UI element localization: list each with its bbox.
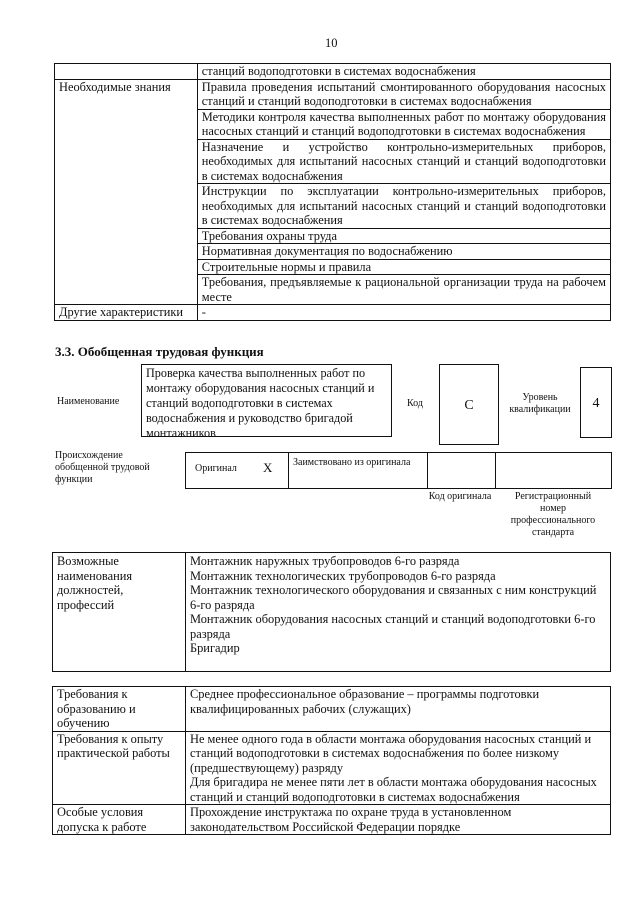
special-label: Особые условия допуска к работе xyxy=(53,805,186,835)
origin-row xyxy=(185,452,612,489)
code-box: C xyxy=(439,364,499,445)
origin-label: Происхождение обобщенной трудовой функции xyxy=(55,450,150,485)
function-name-box: Проверка качества выполненных работ по монтажу оборудования насосных станций и станций водоподготовки в системах водоснабжения и руководство бригадой монтажников xyxy=(141,364,392,437)
positions-list xyxy=(186,553,611,672)
section-title: 3.3. Обобщенная трудовая функция xyxy=(55,344,264,359)
continuation-cell: станций водоподготовки в системах водоснабжения xyxy=(197,64,610,80)
positions-table xyxy=(52,552,611,672)
original-mark: X xyxy=(263,460,273,475)
requirements-table xyxy=(52,686,611,835)
knowledge-item: Строительные нормы и правила xyxy=(197,259,610,275)
other-value: - xyxy=(197,305,610,321)
original-label: Оригинал xyxy=(195,463,237,474)
education-label: Требования к образованию и обучению xyxy=(53,687,186,732)
knowledge-item: Правила проведения испытаний смонтированного оборудования насосных станций и станций водоподготовки в системах водоснабжения xyxy=(197,79,610,109)
other-label: Другие характеристики xyxy=(55,305,198,321)
position-item: Монтажник наружных трубопроводов 6-го разряда xyxy=(190,554,460,568)
reg-number-caption: Регистрационный номер профессионального стандарта xyxy=(510,491,596,538)
knowledge-table xyxy=(54,63,611,321)
code-original-caption: Код оригинала xyxy=(428,491,492,502)
code-label: Код xyxy=(407,398,423,409)
knowledge-item: Требования охраны труда xyxy=(197,228,610,244)
knowledge-item: Методики контроля качества выполненных работ по монтажу оборудования насосных станций и станций водоподготовки в системах водоснабжения xyxy=(197,109,610,139)
education-value: Среднее профессиональное образование – программы подготовки квалифицированных рабочих (служащих) xyxy=(186,687,611,732)
positions-label: Возможные наименования должностей, профессий xyxy=(53,553,186,672)
experience-label: Требования к опыту практической работы xyxy=(53,731,186,805)
knowledge-item: Инструкции по эксплуатации контрольно-измерительных приборов, необходимых для испытаний насосных станций и станций водоподготовки в системах водоснабжения xyxy=(197,184,610,229)
experience-value: Не менее одного года в области монтажа оборудования насосных станций и станций водоподготовки в системах водоснабжения по более низкому (предшествующему) разряду Для бригадира не менее пяти лет в области монтажа оборудования насосных станций и станций водоподготовки в системах водоснабжения xyxy=(186,731,611,805)
level-box: 4 xyxy=(580,367,612,438)
position-item: Монтажник оборудования насосных станций и станций водоподготовки 6-го разряда xyxy=(190,612,596,641)
special-value: Прохождение инструктажа по охране труда в установленном законодательством Российской Федерации порядке xyxy=(186,805,611,835)
knowledge-item: Назначение и устройство контрольно-измерительных приборов, необходимых для испытаний насосных станций и станций водоподготовки в системах водоснабжения xyxy=(197,139,610,184)
knowledge-item: Нормативная документация по водоснабжению xyxy=(197,244,610,260)
position-item: Бригадир xyxy=(190,641,240,655)
borrowed-label: Заимствовано из оригинала xyxy=(293,457,411,468)
page-number: 10 xyxy=(325,36,338,50)
knowledge-label: Необходимые знания xyxy=(55,79,198,305)
position-item: Монтажник технологических трубопроводов 6-го разряда xyxy=(190,568,496,583)
position-item: Монтажник технологического оборудования и связанных с ним конструкций 6-го разряда xyxy=(190,583,597,612)
knowledge-item: Требования, предъявляемые к рациональной организации труда на рабочем месте xyxy=(197,275,610,305)
level-label: Уровень квалификации xyxy=(509,392,571,415)
name-label: Наименование xyxy=(57,396,120,407)
